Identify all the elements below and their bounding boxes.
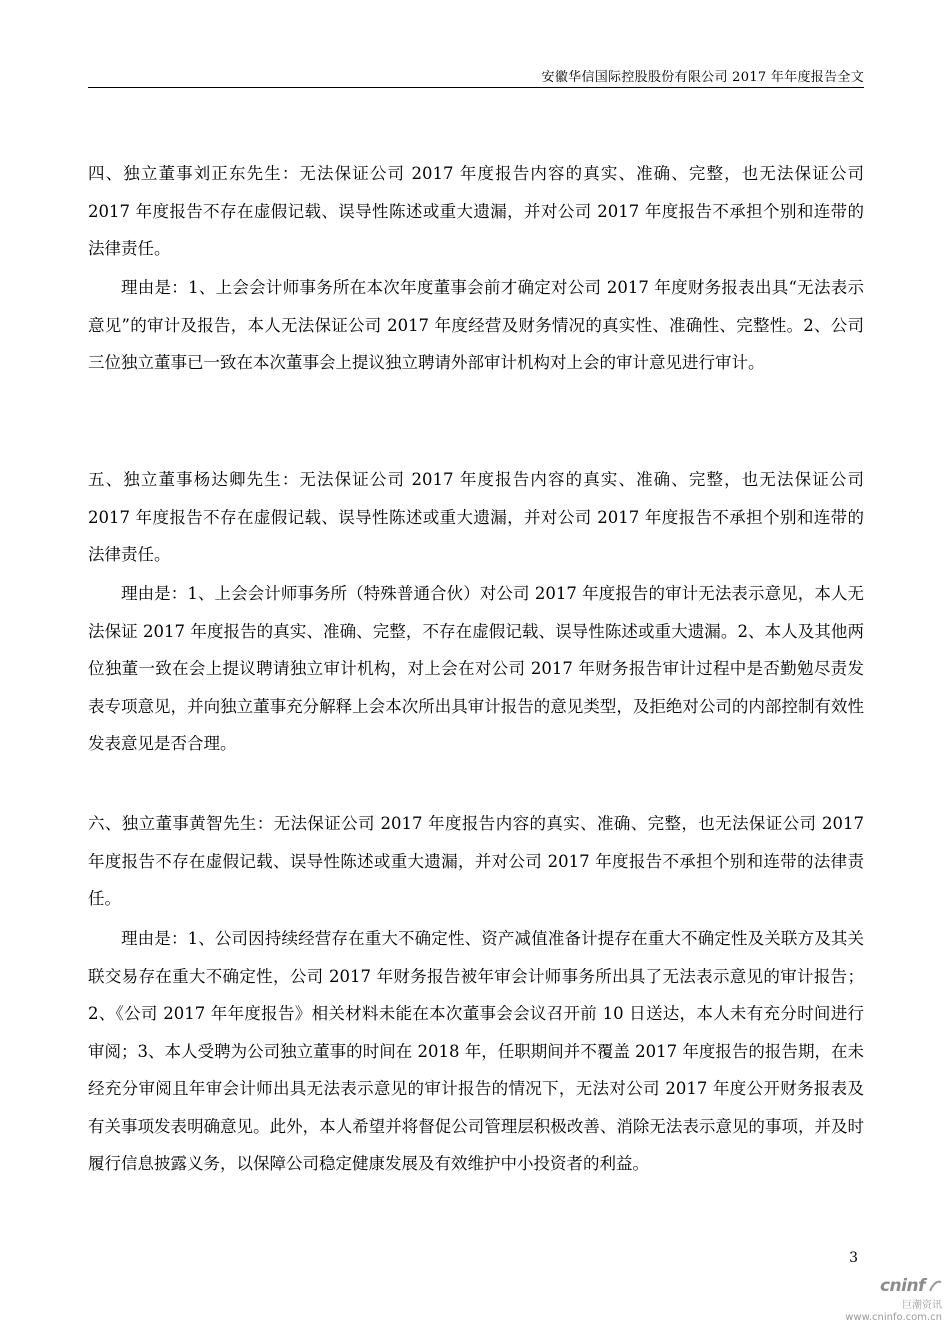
director-4-statement: 四、独立董事刘正东先生：无法保证公司 2017 年度报告内容的真实、准确、完整，也无法保证公司 2017 年度报告不存在虚假记载、误导性陈述或重大遗漏，并对公司 2017 年度报告不承担个别和连带的法律责任。 — [88, 164, 864, 258]
director-5-reason: 理由是：1、上会会计师事务所（特殊普通合伙）对公司 2017 年度报告的审计无法表示意见，本人无法保证 2017 年度报告的真实、准确、完整，不存在虚假记载、误导性陈述或重大遗漏。2、本人及其他两位独董一致在会上提议聘请独立审计机构，对上会在对公司 2017 年财务报告审计过程中是否勤勉尽责发表专项意见，并向独立董事充分解释上会本次所出具审计报告的意见类型，及拒绝对公司的内部控制有效性发表意见是否合理。 — [88, 584, 864, 753]
director-6-statement: 六、独立董事黄智先生：无法保证公司 2017 年度报告内容的真实、准确、完整，也无法保证公司 2017 年度报告不存在虚假记载、误导性陈述或重大遗漏，并对公司 2017 年度报告不承担个别和连带的法律责任。 — [88, 814, 864, 908]
director-6-reason: 理由是：1、公司因持续经营存在重大不确定性、资产减值准备计提存在重大不确定性及关联方及其关联交易存在重大不确定性，公司 2017 年财务报告被年审会计师事务所出具了无法表示意见的审计报告；2、《公司 2017 年年度报告》相关材料未能在本次董事会会议召开前 10 日送达，本人未有充分时间进行审阅；3、本人受聘为公司独立董事的时间在 2018 年，任职期间并不覆盖 2017 年度报告的报告期，在未经充分审阅且年审会计师出具无法表示意见的审计报告的情况下，无法对公司 2017 年度公开财务报表及有关事项发表明确意见。此外，本人希望并将督促公司管理层积极改善、消除无法表示意见的事项，并及时履行信息披露义务，以保障公司稳定健康发展及有效维护中小投资者的利益。 — [88, 929, 864, 1173]
director-4-reason: 理由是：1、上会会计师事务所在本次年度董事会前才确定对公司 2017 年度财务报表出具“无法表示意见”的审计及报告，本人无法保证公司 2017 年度经营及财务情况的真实性、准确性、完整性。2、公司三位独立董事已一致在本次董事会上提议独立聘请外部审计机构对上会的审计意见进行审计。 — [88, 278, 864, 372]
page-header: 安徽华信国际控股股份有限公司 2017 年年度报告全文 — [541, 70, 864, 85]
cninfo-logo-icon — [928, 1279, 942, 1293]
cninfo-watermark — [832, 1276, 942, 1323]
cninfo-logo — [832, 1276, 942, 1296]
cninfo-logo-text: cninf — [879, 1276, 925, 1296]
director-5-statement: 五、独立董事杨达卿先生：无法保证公司 2017 年度报告内容的真实、准确、完整，也无法保证公司 2017 年度报告不存在虚假记载、误导性陈述或重大遗漏，并对公司 2017 年度报告不承担个别和连带的法律责任。 — [88, 470, 864, 564]
cninfo-subtitle: 巨潮资讯 — [902, 1300, 942, 1311]
header-divider — [88, 87, 864, 88]
cninfo-url: www.cninfo.com.cn — [845, 1312, 942, 1323]
page-number: 3 — [849, 1250, 858, 1266]
